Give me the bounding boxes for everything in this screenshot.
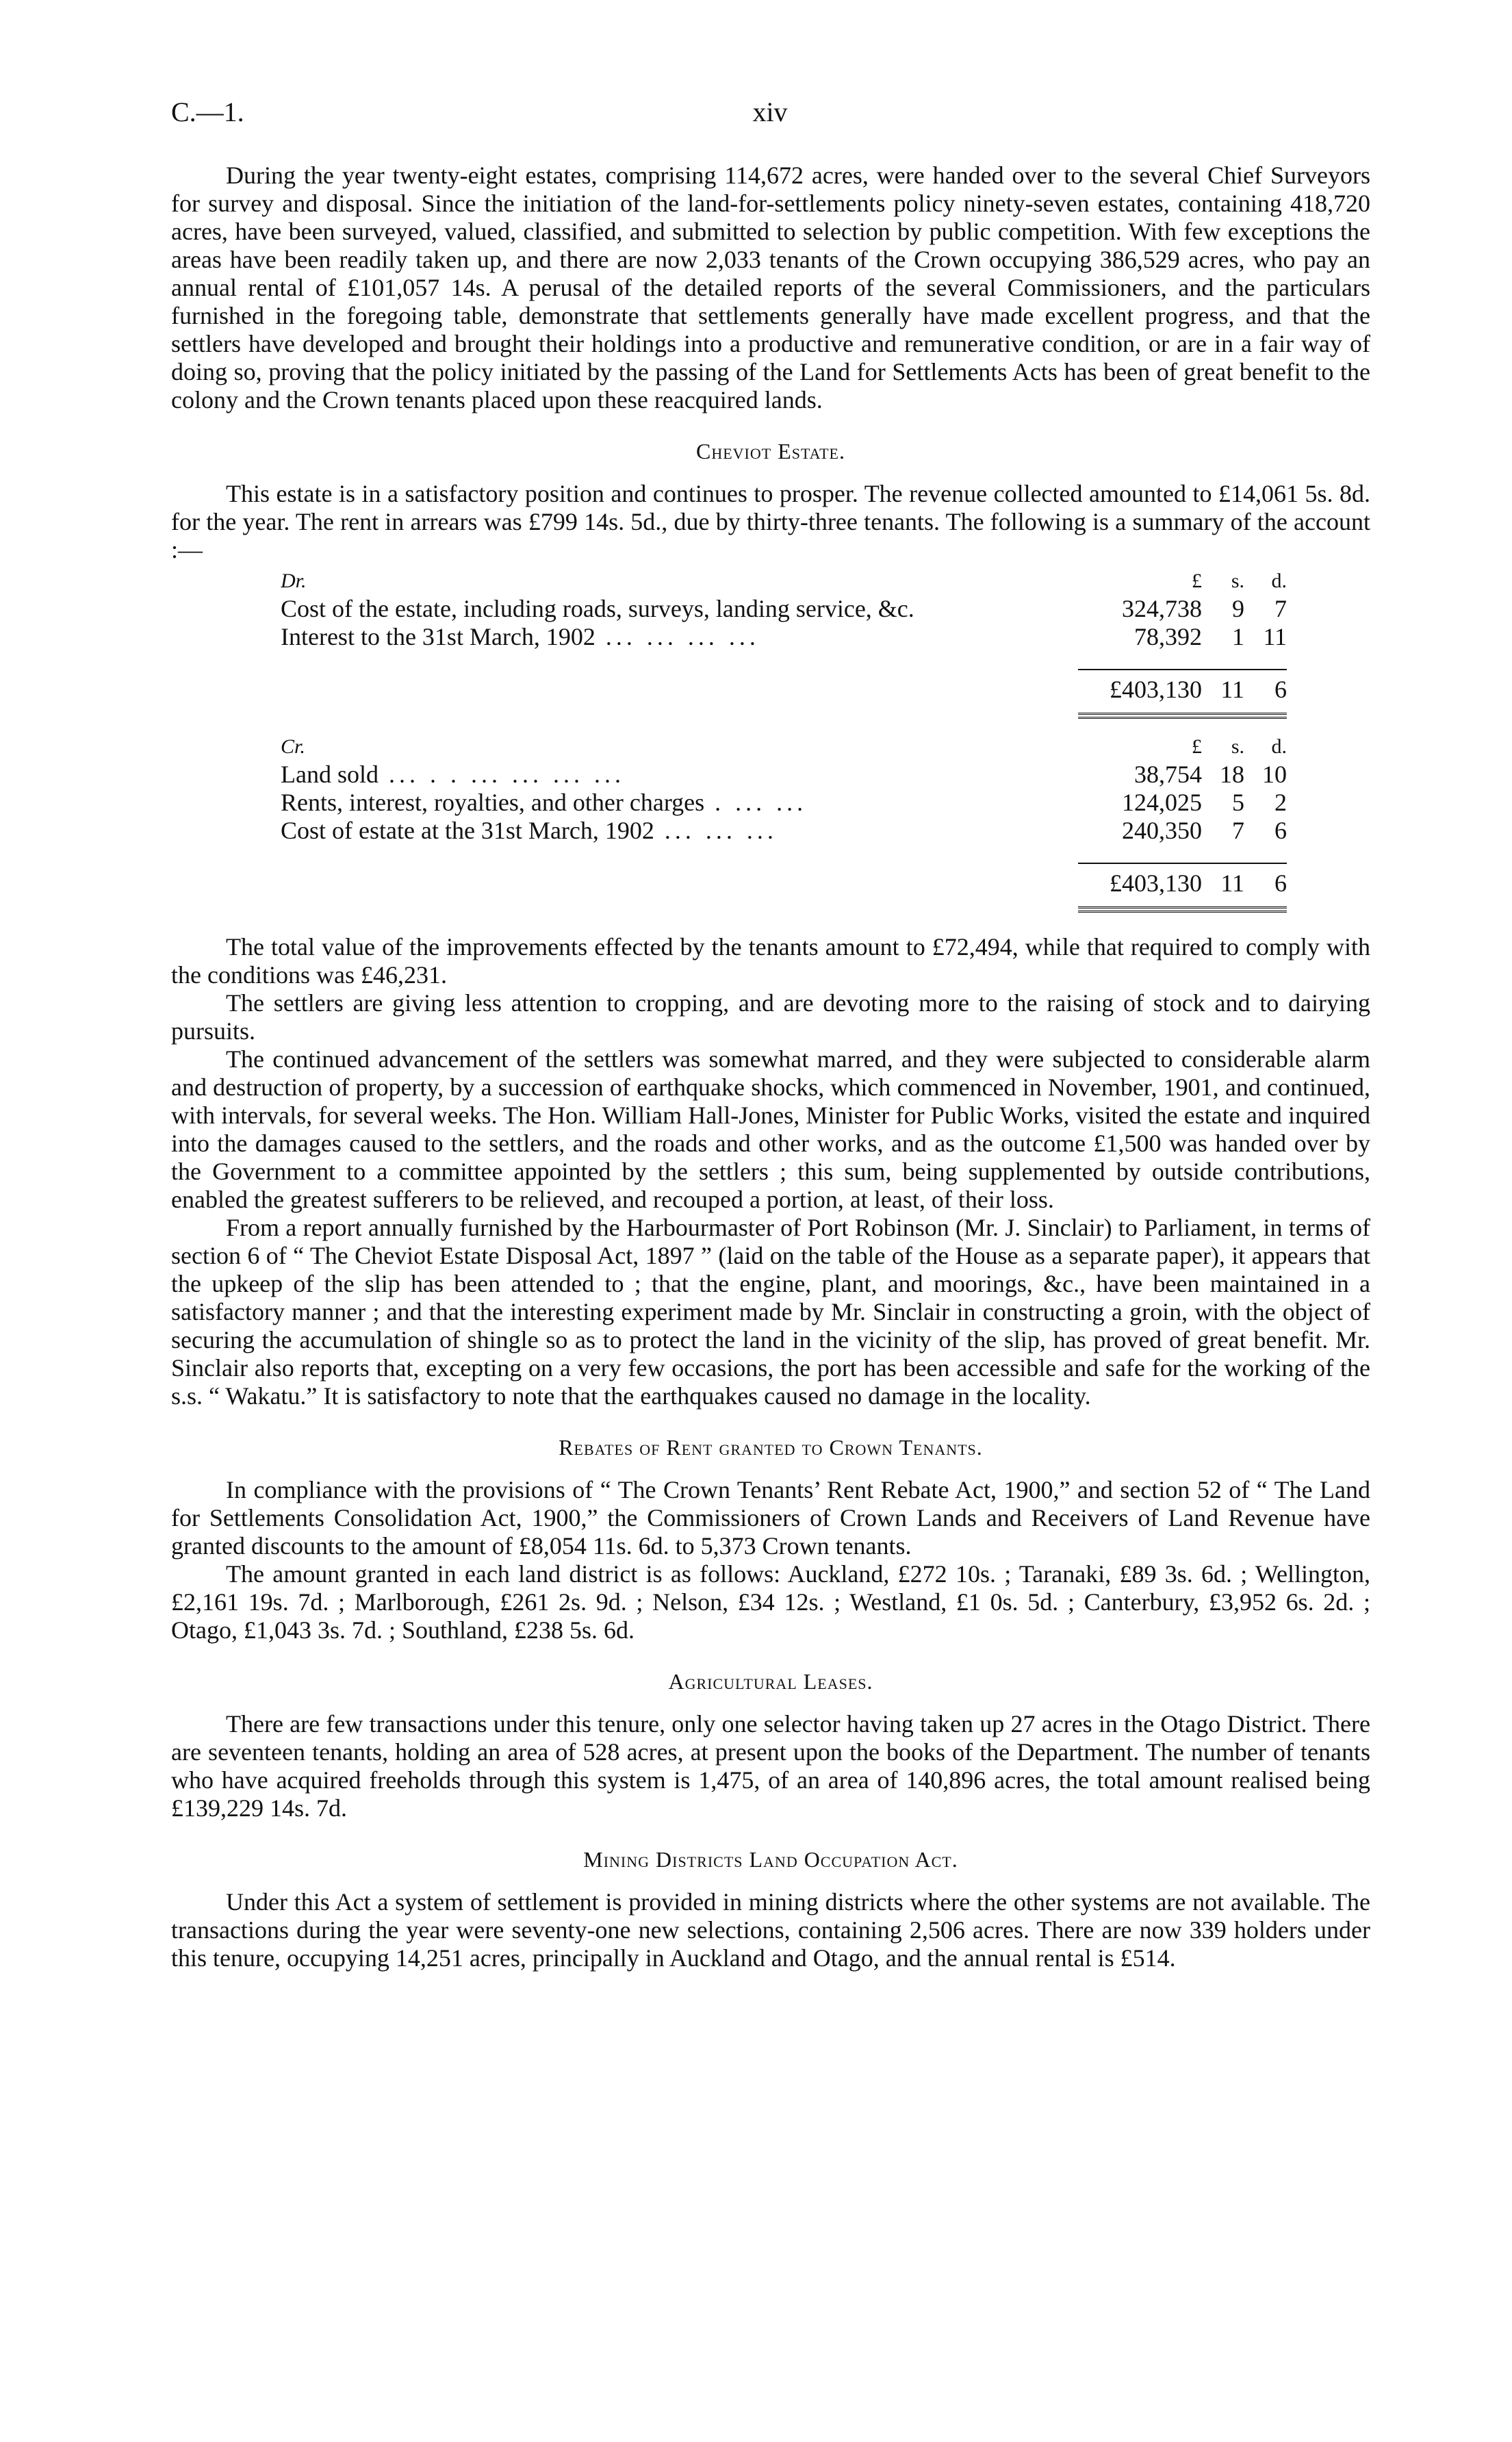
row-pounds: 324,738 (1122, 595, 1202, 622)
account-row (281, 623, 1287, 651)
col-pound: £ (1192, 735, 1202, 758)
total-double-rule (1078, 906, 1287, 913)
row-pence: 6 (1274, 817, 1287, 844)
row-shillings: 7 (1232, 817, 1244, 844)
dr-label: Dr. (281, 570, 307, 592)
cheviot-paragraph-4: The continued advancement of the settlers was somewhat marred, and they were subjected to considerable alarm and destruction of property, by a succession of earthquake shocks, which commenced in November, 1901, and continued, with intervals, for several weeks. The Hon. William Hall-Jones, Minister for Public Works, visited the estate and inquired into the damages caused to the settlers, and the roads and other works, and as the outcome £1,500 was handed over by the Government to a committee appointed by the settlers ; this sum, being supplemented by outside contributions, enabled the greatest sufferers to be relieved, and recouped a portion, at least, of their loss. (171, 1045, 1370, 1213)
row-leader: ... ... ... ... (595, 623, 760, 650)
total-double-rule (1078, 713, 1287, 719)
row-shillings: 9 (1232, 595, 1244, 622)
account-row (281, 595, 1287, 623)
row-pounds: 240,350 (1122, 817, 1202, 844)
row-pence: 7 (1274, 595, 1287, 622)
rebates-paragraph-1: In compliance with the provisions of “ The Crown Tenants’ Rent Rebate Act, 1900,” and section 52 of “ The Land for Settlements Consolidation Act, 1900,” the Commissioners of Crown Lands and Receivers of Land Revenue have granted discounts to the amount of £8,054 11s. 6d. to 5,373 Crown tenants. (171, 1476, 1370, 1560)
row-pence: 10 (1262, 761, 1287, 788)
row-shillings: 1 (1232, 623, 1244, 650)
row-leader: . ... ... (704, 789, 808, 816)
row-shillings: 18 (1220, 761, 1244, 788)
cheviot-paragraph-3: The settlers are giving less attention to cropping, and are devoting more to the raising of stock and to dairying pursuits. (171, 989, 1370, 1045)
account-dr-total (281, 676, 1287, 707)
row-label: Land sold (281, 761, 379, 788)
page-number: xiv (752, 97, 788, 127)
account-row (281, 817, 1287, 845)
col-shillings: s. (1231, 735, 1244, 758)
agricultural-heading: Agricultural Leases. (668, 1669, 873, 1694)
account-row (281, 761, 1287, 789)
mining-paragraph: Under this Act a system of settlement is provided in mining districts where the other systems are not available. The transactions during the year were seventy-one new selections, containing 2,506 acres. There are now 339 holders under this tenure, occupying 14,251 acres, principally in Auckland and Otago, and the annual rental is £514. (171, 1888, 1370, 1972)
cr-label: Cr. (281, 735, 305, 758)
account-dr-header (281, 567, 1287, 595)
account-cr-total (281, 869, 1287, 901)
row-pence: 11 (1263, 623, 1287, 650)
row-label: Cost of estate at the 31st March, 1902 (281, 817, 654, 844)
row-leader: ... . . ... ... ... ... (378, 761, 625, 788)
intro-paragraph: During the year twenty-eight estates, comprising 114,672 acres, were handed over to the several Chief Surveyors for survey and disposal. Since the initiation of the land-for-settlements policy ninety-seven estates, containing 418,720 acres, have been surveyed, valued, classified, and submitted to selection by public competition. With few exceptions the areas have been readily taken up, and there are now 2,033 tenants of the Crown occupying 386,529 acres, who pay an annual rental of £101,057 14s. A perusal of the detailed reports of the several Commissioners, and the particulars furnished in the foregoing table, demonstrate that settlements generally have made excellent progress, and that the settlers have developed and brought their holdings into a productive and remunerative condition, or are in a fair way of doing so, proving that the policy initiated by the passing of the Land for Settlements Acts has been of great benefit to the colony and the Crown tenants placed upon these reacquired lands. (171, 162, 1370, 414)
row-shillings: 5 (1232, 789, 1244, 816)
total-rule (1078, 669, 1287, 670)
page-header (171, 96, 1369, 137)
page-body (171, 162, 1370, 1972)
row-label: Rents, interest, royalties, and other charges (281, 789, 705, 816)
agricultural-paragraph: There are few transactions under this tenure, only one selector having taken up 27 acres in the Otago District. There are seventeen tenants, holding an area of 528 acres, at present upon the books of the Department. The number of tenants who have acquired freeholds through this system is 1,475, of an area of 140,896 acres, the total amount realised being £139,229 14s. 7d. (171, 1710, 1370, 1822)
account-cr-header (281, 733, 1287, 761)
total-pence: 6 (1274, 869, 1287, 897)
rebates-heading: Rebates of Rent granted to Crown Tenants. (559, 1435, 983, 1460)
col-shillings: s. (1231, 570, 1244, 592)
mining-heading: Mining Districts Land Occupation Act. (583, 1847, 958, 1872)
total-shillings: 11 (1220, 676, 1244, 703)
total-pounds: £403,130 (1110, 676, 1202, 703)
document-code: C.—1. (171, 97, 244, 127)
row-label: Interest to the 31st March, 1902 (281, 623, 595, 650)
total-pence: 6 (1274, 676, 1287, 703)
cheviot-paragraph-2: The total value of the improvements effected by the tenants amount to £72,494, while that required to comply with the conditions was £46,231. (171, 933, 1370, 989)
row-pence: 2 (1274, 789, 1287, 816)
cheviot-account (281, 567, 1287, 913)
col-pence: d. (1271, 570, 1287, 592)
col-pence: d. (1271, 735, 1287, 758)
cheviot-paragraph-5: From a report annually furnished by the Harbourmaster of Port Robinson (Mr. J. Sinclair) to Parliament, in terms of section 6 of “ The Cheviot Estate Disposal Act, 1897 ” (laid on the table of the House as a separate paper), it appears that the upkeep of the slip has been attended to ; that the engine, plant, and moorings, &c., have been maintained in a satisfactory manner ; and that the interesting experiment made by Mr. Sinclair in constructing a groin, with the object of securing the accumulation of shingle so as to protect the land in the vicinity of the slip, has proved of great benefit. Mr. Sinclair also reports that, excepting on a very few occasions, the port has been accessible and safe for the working of the s.s. “ Wakatu.” It is satisfactory to note that the earthquakes caused no damage in the locality. (171, 1214, 1370, 1410)
spacer (171, 913, 1370, 933)
total-rule (1078, 863, 1287, 864)
account-row (281, 789, 1287, 817)
total-pounds: £403,130 (1110, 869, 1202, 897)
col-pound: £ (1192, 570, 1202, 592)
row-label: Cost of the estate, including roads, surveys, landing service, &c. (281, 595, 914, 622)
cheviot-paragraph-1: This estate is in a satisfactory position and continues to prosper. The revenue collected amounted to £14,061 5s. 8d. for the year. The rent in arrears was £799 14s. 5d., due by thirty-three tenants. The following is a summary of the account :— (171, 480, 1370, 563)
total-shillings: 11 (1220, 869, 1244, 897)
cheviot-heading: Cheviot Estate. (696, 439, 845, 463)
row-leader: ... ... ... (654, 817, 778, 844)
row-pounds: 78,392 (1134, 623, 1202, 650)
row-pounds: 38,754 (1134, 761, 1202, 788)
row-pounds: 124,025 (1122, 789, 1202, 816)
rebates-paragraph-2: The amount granted in each land district is as follows: Auckland, £272 10s. ; Taranaki, £89 3s. 6d. ; Wellington, £2,161 19s. 7d. ; Marlborough, £261 2s. 9d. ; Nelson, £34 12s. ; Westland, £1 0s. 5d. ; Canterbury, £3,952 6s. 2d. ; Otago, £1,043 3s. 7d. ; Southland, £238 5s. 6d. (171, 1560, 1370, 1644)
